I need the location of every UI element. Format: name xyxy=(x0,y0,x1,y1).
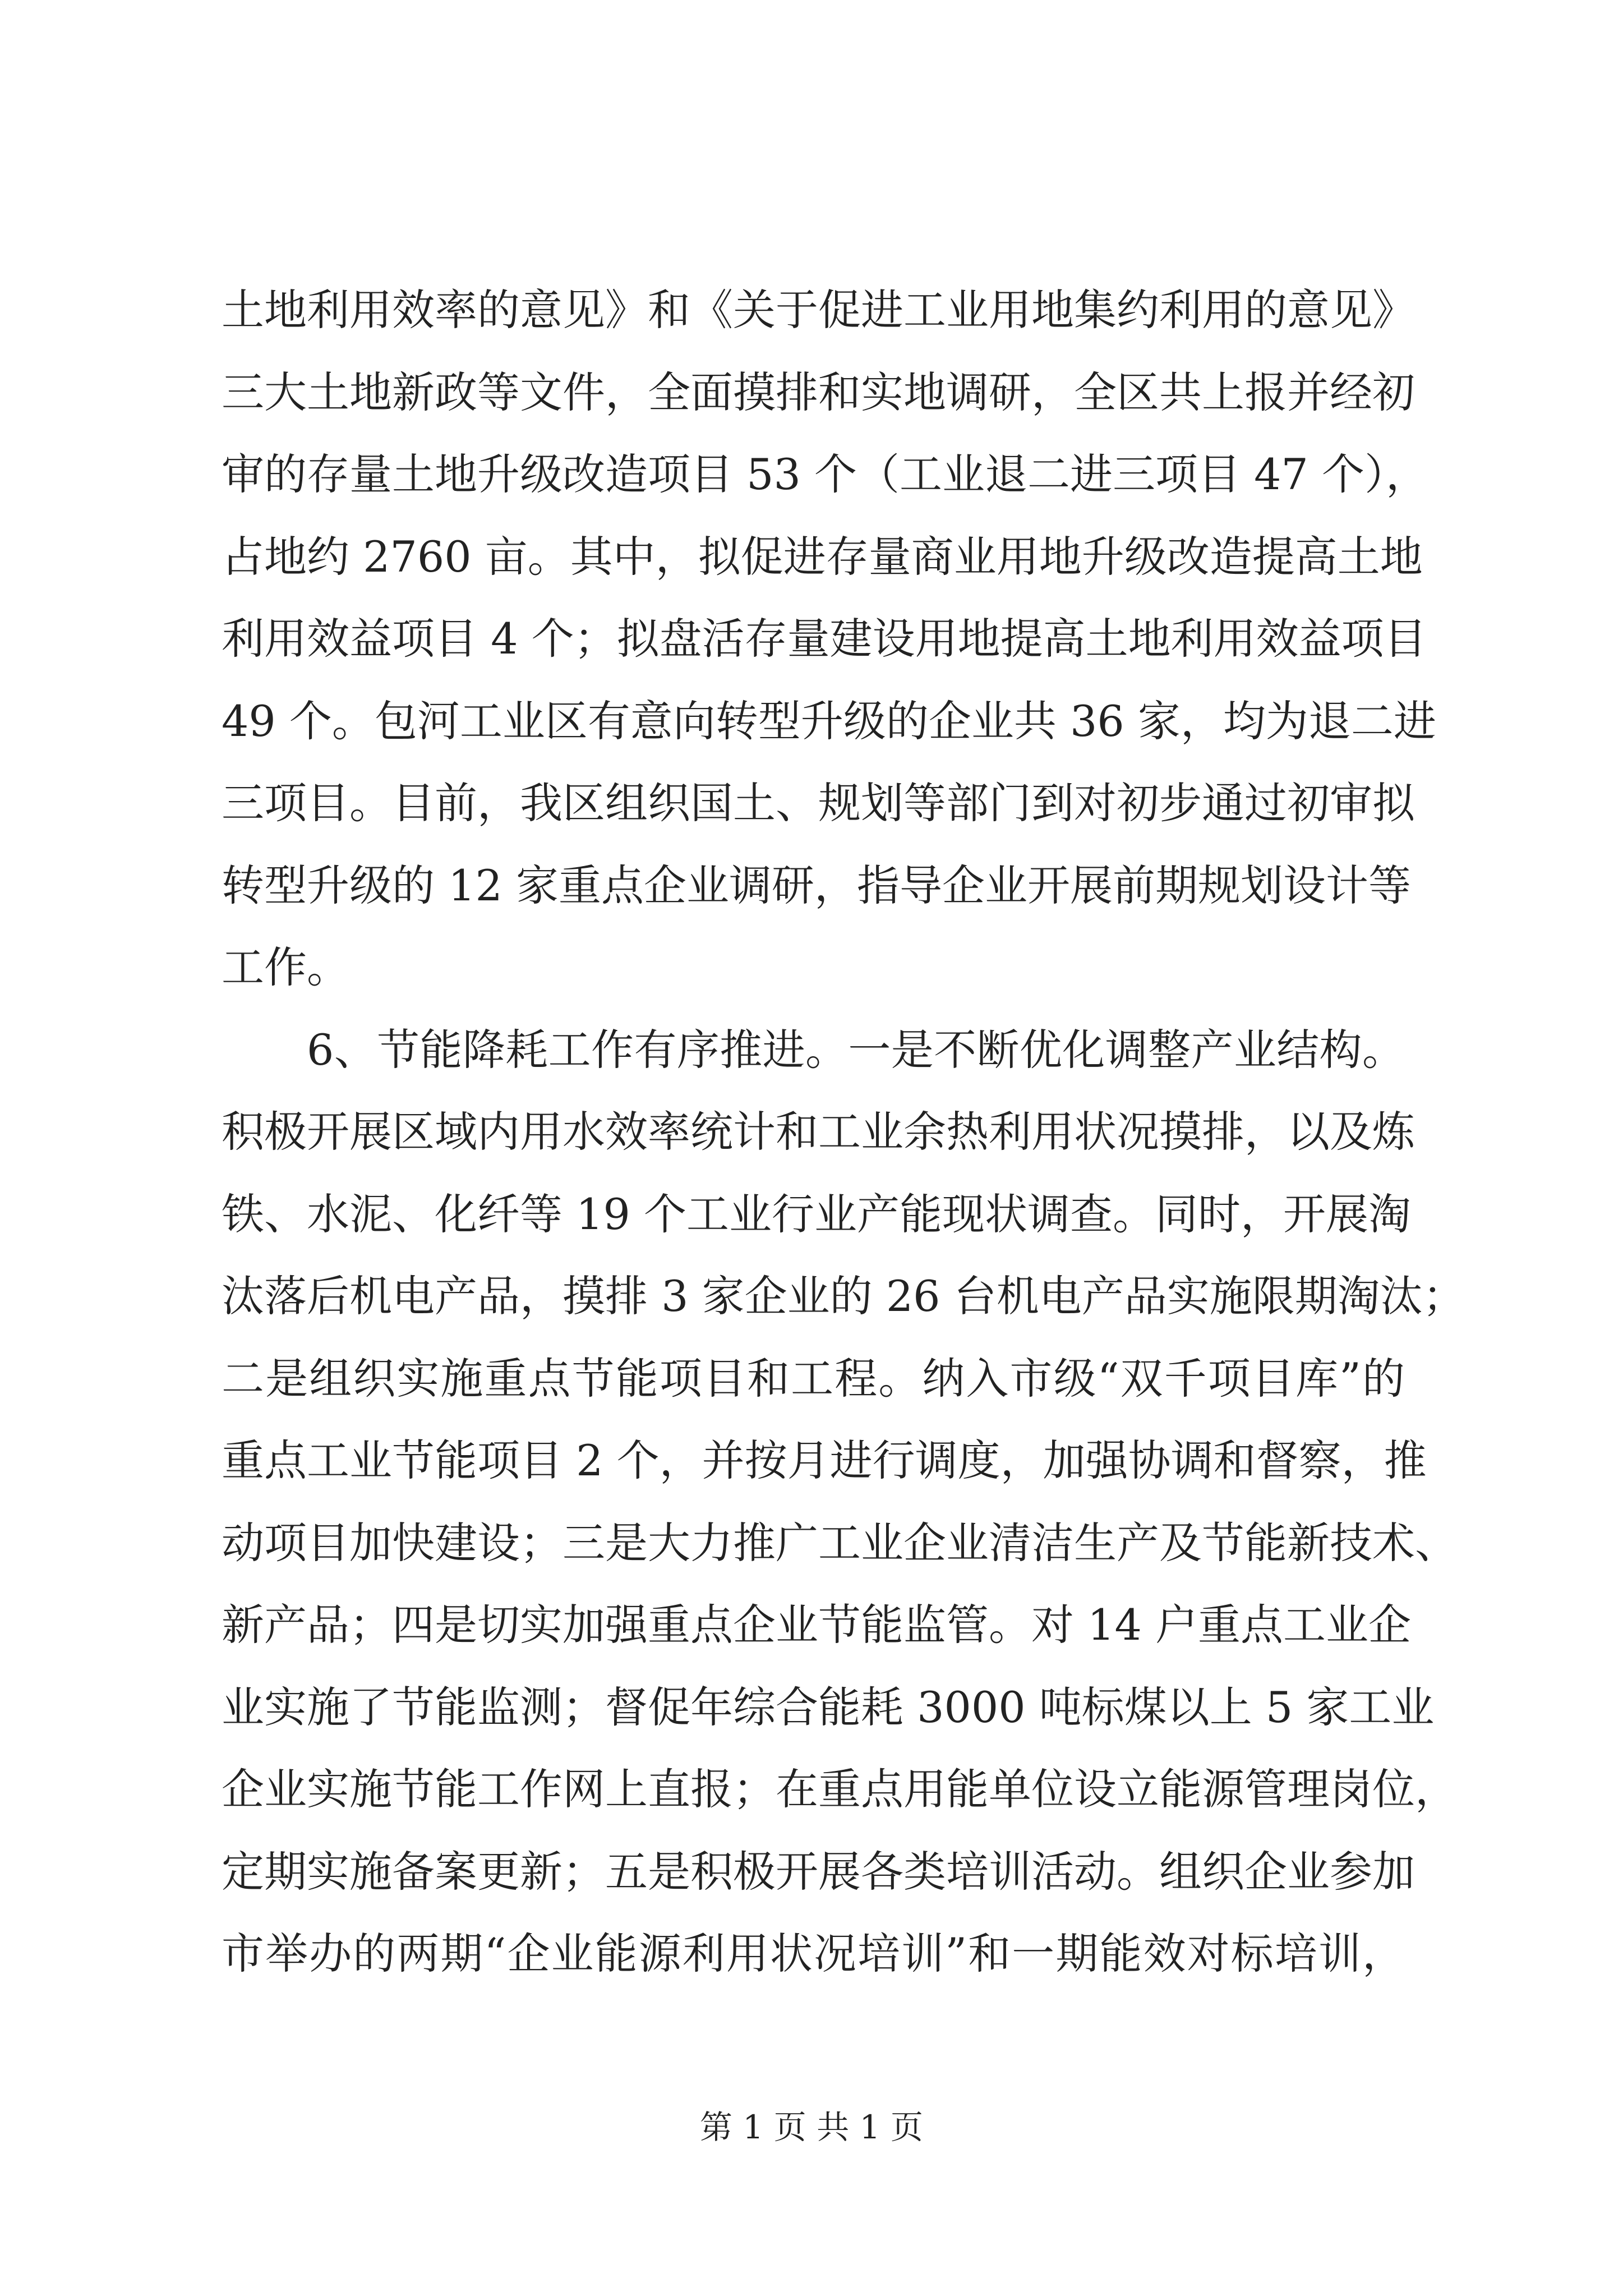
text-line: 铁、水泥、化纤等 19 个工业行业产能现状调查。同时，开展淘 xyxy=(222,1189,1412,1239)
text-line: 市举办的两期“企业能源利用状况培训”和一期能效对标培训， xyxy=(222,1929,1405,1978)
text-line: 三项目。目前，我区组织国土、规划等部门到对初步通过初审拟 xyxy=(222,778,1415,828)
text-line: 转型升级的 12 家重点企业调研，指导企业开展前期规划设计等 xyxy=(222,860,1412,910)
paragraph-first-line: 6、节能降耗工作有序推进。一是不断优化调整产业结构。 xyxy=(307,1024,1405,1075)
text-line: 重点工业节能项目 2 个，并按月进行调度，加强协调和督察，推 xyxy=(222,1435,1427,1485)
page-number: 第 1 页 共 1 页 xyxy=(700,2108,923,2146)
text-line: 积极开展区域内用水效率统计和工业余热利用状况摸排，以及炼 xyxy=(222,1107,1415,1157)
text-line: 汰落后机电产品，摸排 3 家企业的 26 台机电产品实施限期淘汰； xyxy=(222,1271,1465,1321)
text-line: 企业实施节能工作网上直报；在重点用能单位设立能源管理岗位， xyxy=(222,1764,1458,1814)
text-line: 利用效益项目 4 个；拟盘活存量建设用地提高土地利用效益项目 xyxy=(222,614,1427,664)
document-body xyxy=(222,269,1465,1995)
text-line: 动项目加快建设；三是大力推广工业企业清洁生产及节能新技术、 xyxy=(222,1517,1458,1568)
text-line: 业实施了节能监测；督促年综合能耗 3000 吨标煤以上 5 家工业 xyxy=(222,1682,1435,1732)
page-footer xyxy=(0,2101,1623,2148)
text-line: 占地约 2760 亩。其中，拟促进存量商业用地升级改造提高土地 xyxy=(222,531,1423,582)
text-line: 二是组织实施重点节能项目和工程。纳入市级“双千项目库”的 xyxy=(222,1353,1405,1404)
text-line: 工作。 xyxy=(222,942,349,992)
text-line: 三大土地新政等文件，全面摸排和实地调研，全区共上报并经初 xyxy=(222,367,1415,417)
text-line: 土地利用效率的意见》和《关于促进工业用地集约利用的意见》 xyxy=(222,285,1415,335)
text-line: 49 个。包河工业区有意向转型升级的企业共 36 家，均为退二进 xyxy=(222,696,1436,746)
text-line: 新产品；四是切实加强重点企业节能监管。对 14 户重点工业企 xyxy=(222,1600,1412,1650)
text-line: 审的存量土地升级改造项目 53 个（工业退二进三项目 47 个）， xyxy=(222,449,1429,499)
text-line: 定期实施备案更新；五是积极开展各类培训活动。组织企业参加 xyxy=(222,1846,1415,1897)
